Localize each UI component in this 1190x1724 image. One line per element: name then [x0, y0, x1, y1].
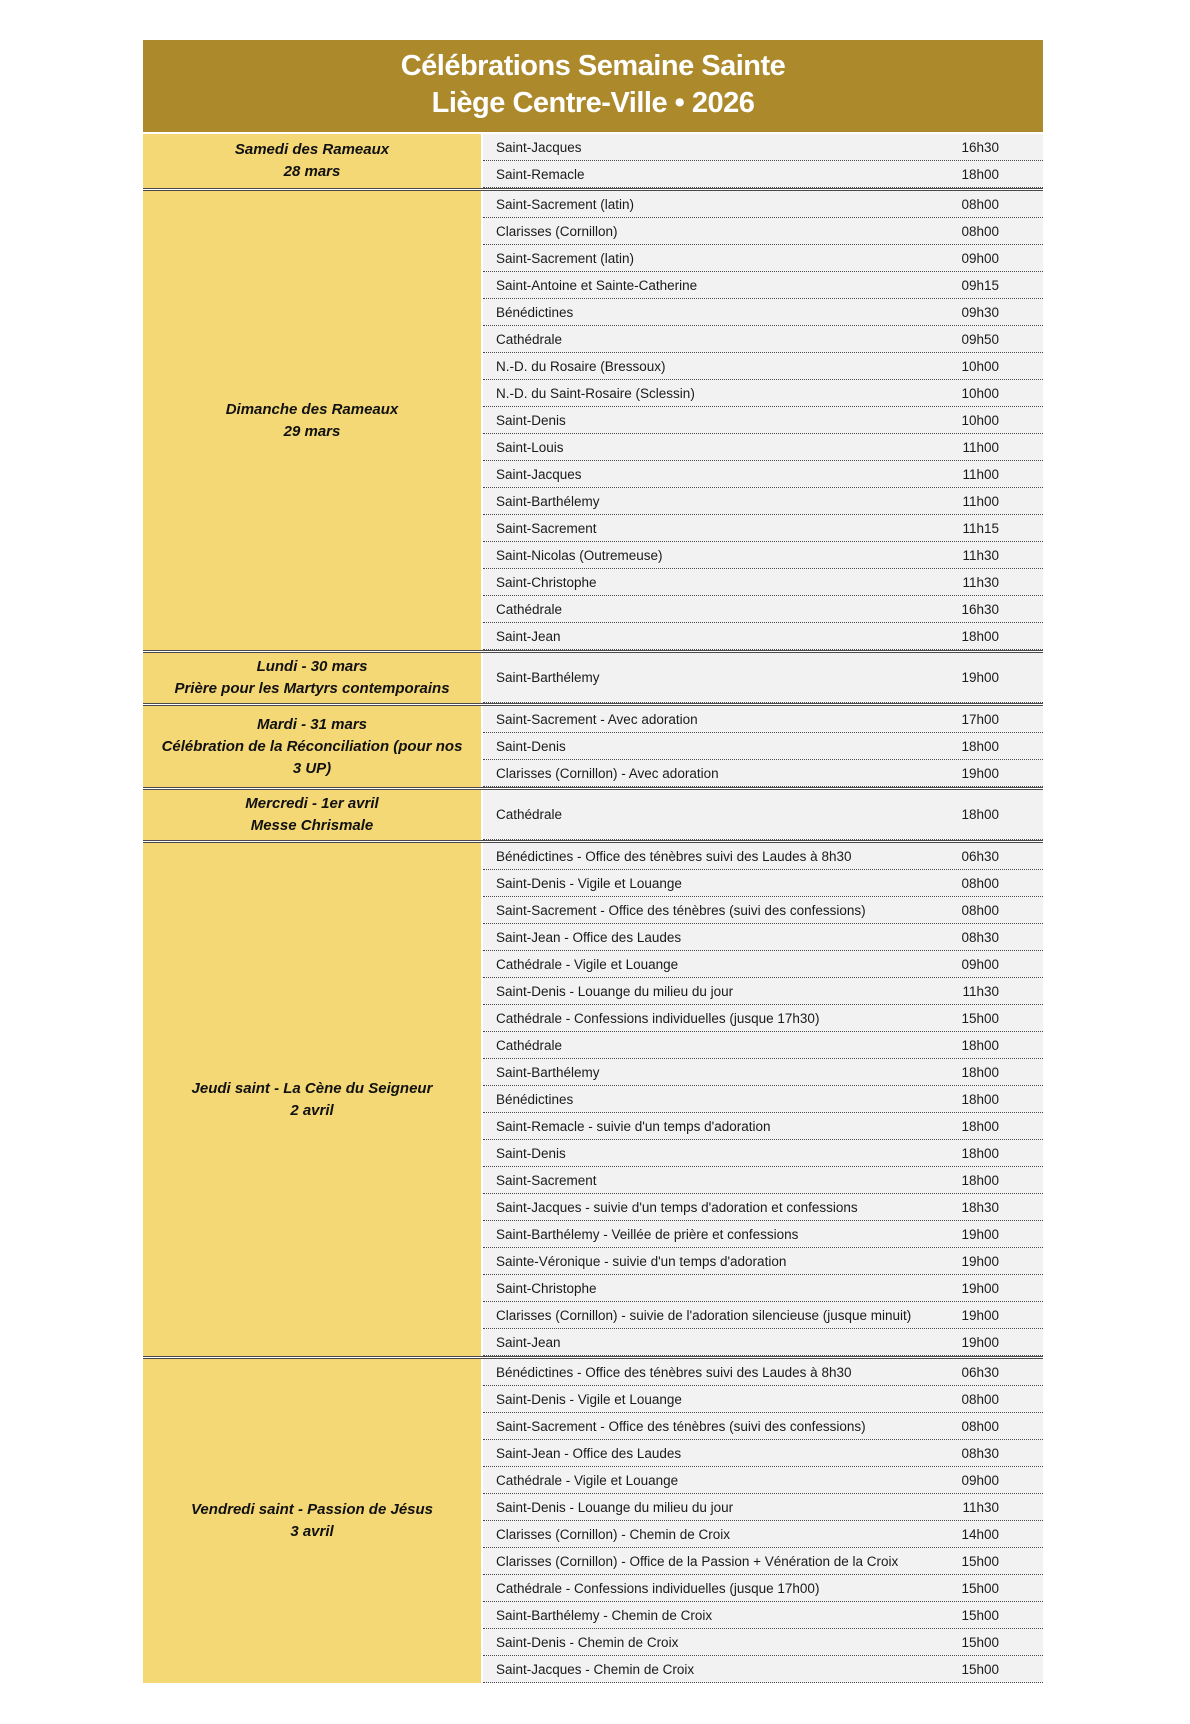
day-title: Mardi - 31 mars	[256, 715, 368, 733]
event-row	[483, 515, 1043, 542]
event-place: Saint-Jacques - Chemin de Croix	[496, 1661, 695, 1677]
event-row	[483, 1167, 1043, 1194]
event-time: 15h00	[961, 1010, 999, 1026]
event-place: Saint-Denis - Louange du milieu du jour	[496, 1499, 734, 1515]
event-time: 11h00	[962, 466, 999, 482]
event-time: 11h15	[962, 520, 999, 536]
event-time: 18h00	[961, 1118, 999, 1134]
event-row	[483, 542, 1043, 569]
event-place: Saint-Denis	[496, 738, 566, 754]
event-time: 11h00	[962, 493, 999, 509]
event-row	[483, 1548, 1043, 1575]
event-place: Saint-Sacrement - Office des ténèbres (suivi des confessions)	[496, 1418, 866, 1434]
day-subtitle: 2 avril	[290, 1101, 334, 1119]
event-place: Saint-Barthélemy - Veillée de prière et confessions	[496, 1226, 799, 1242]
event-row	[483, 790, 1043, 840]
event-row	[483, 596, 1043, 623]
section-rows	[483, 191, 1043, 650]
event-place: Cathédrale - Confessions individuelles (jusque 17h00)	[496, 1580, 820, 1596]
day-subtitle: 28 mars	[283, 163, 341, 180]
event-row	[483, 1413, 1043, 1440]
day-header-cell	[143, 790, 483, 840]
event-row	[483, 161, 1043, 188]
day-header-cell	[143, 134, 483, 188]
day-subtitle: 29 mars	[283, 422, 341, 440]
schedule-section	[143, 134, 1043, 188]
event-time: 08h00	[961, 196, 999, 212]
event-place: Saint-Denis - Vigile et Louange	[496, 1391, 682, 1407]
event-time: 18h00	[961, 738, 999, 754]
event-row	[483, 434, 1043, 461]
event-place: Clarisses (Cornillon) - suivie de l'adoration silencieuse (jusque minuit)	[496, 1307, 912, 1323]
event-row	[483, 1140, 1043, 1167]
event-time: 08h00	[961, 902, 999, 918]
event-row	[483, 272, 1043, 299]
event-place: Clarisses (Cornillon) - Chemin de Croix	[496, 1526, 731, 1542]
event-place: Saint-Barthélemy - Chemin de Croix	[496, 1607, 713, 1623]
section-rows	[483, 653, 1043, 703]
event-row	[483, 353, 1043, 380]
event-place: Saint-Christophe	[496, 1280, 597, 1296]
event-time: 09h00	[961, 1472, 999, 1488]
day-header-cell	[143, 706, 483, 787]
event-time: 19h00	[961, 1307, 999, 1323]
event-place: Cathédrale - Vigile et Louange	[496, 956, 679, 972]
schedule-document	[143, 40, 1043, 1683]
event-row	[483, 1086, 1043, 1113]
event-row	[483, 326, 1043, 353]
event-place: Saint-Louis	[496, 439, 564, 455]
event-time: 18h30	[961, 1199, 999, 1215]
event-place: Saint-Barthélemy	[496, 493, 600, 509]
event-row	[483, 380, 1043, 407]
event-place: Bénédictines - Office des ténèbres suivi des Laudes à 8h30	[496, 848, 852, 864]
event-time: 11h30	[962, 1499, 999, 1515]
event-row	[483, 1467, 1043, 1494]
event-place: Bénédictines - Office des ténèbres suivi des Laudes à 8h30	[496, 1364, 852, 1380]
event-place: Saint-Denis - Louange du milieu du jour	[496, 983, 734, 999]
event-time: 08h00	[961, 223, 999, 239]
event-time: 15h00	[961, 1661, 999, 1677]
event-row	[483, 1275, 1043, 1302]
event-row	[483, 218, 1043, 245]
day-subtitle: Messe Chrismale	[250, 817, 374, 834]
event-time: 14h00	[961, 1526, 999, 1542]
event-row	[483, 1194, 1043, 1221]
event-time: 19h00	[961, 1334, 999, 1350]
event-time: 11h30	[962, 547, 999, 563]
section-rows	[483, 134, 1043, 188]
event-place: Cathédrale	[496, 1037, 563, 1053]
event-place: Saint-Sacrement (latin)	[496, 250, 635, 266]
day-title: Jeudi saint - La Cène du Seigneur	[191, 1079, 433, 1097]
event-place: Bénédictines	[496, 304, 574, 320]
event-time: 10h00	[961, 358, 999, 374]
schedule-section	[143, 188, 1043, 650]
section-rows	[483, 790, 1043, 840]
event-place: Saint-Jean - Office des Laudes	[496, 1445, 682, 1461]
event-row	[483, 924, 1043, 951]
event-time: 06h30	[961, 848, 999, 864]
event-row	[483, 134, 1043, 161]
event-time: 11h30	[962, 574, 999, 590]
event-row	[483, 1629, 1043, 1656]
event-time: 15h00	[961, 1634, 999, 1650]
schedule-section	[143, 787, 1043, 840]
page	[0, 40, 1190, 1724]
event-row	[483, 1032, 1043, 1059]
event-row	[483, 1113, 1043, 1140]
event-time: 19h00	[961, 1226, 999, 1242]
event-row	[483, 623, 1043, 650]
event-place: Saint-Sacrement - Office des ténèbres (suivi des confessions)	[496, 902, 866, 918]
section-rows	[483, 706, 1043, 787]
event-time: 18h00	[961, 166, 999, 182]
event-row	[483, 245, 1043, 272]
section-rows	[483, 843, 1043, 1356]
day-title: Mercredi - 1er avril	[245, 795, 379, 812]
event-place: Saint-Nicolas (Outremeuse)	[496, 547, 663, 563]
day-title: Lundi - 30 mars	[256, 658, 368, 675]
event-time: 08h30	[961, 1445, 999, 1461]
event-row	[483, 1494, 1043, 1521]
event-row	[483, 461, 1043, 488]
event-row	[483, 843, 1043, 870]
event-row	[483, 1248, 1043, 1275]
document-header	[143, 40, 1043, 132]
day-header-cell	[143, 653, 483, 703]
event-row	[483, 299, 1043, 326]
event-place: Saint-Sacrement	[496, 1172, 597, 1188]
event-time: 15h00	[961, 1607, 999, 1623]
event-row	[483, 1521, 1043, 1548]
event-row	[483, 1386, 1043, 1413]
day-subtitle: Célébration de la Réconciliation (pour nos 3 UP)	[161, 737, 463, 777]
event-place: Saint-Denis - Chemin de Croix	[496, 1634, 679, 1650]
event-place: Cathédrale	[496, 807, 563, 822]
event-time: 19h00	[961, 1253, 999, 1269]
event-time: 06h30	[961, 1364, 999, 1380]
event-place: Clarisses (Cornillon)	[496, 223, 618, 239]
event-time: 08h00	[961, 1418, 999, 1434]
event-time: 18h00	[961, 807, 999, 822]
event-row	[483, 191, 1043, 218]
event-place: Cathédrale	[496, 601, 563, 617]
event-row	[483, 653, 1043, 703]
schedule-section	[143, 650, 1043, 703]
event-place: Saint-Remacle	[496, 166, 585, 182]
event-row	[483, 1575, 1043, 1602]
event-place: Saint-Sacrement (latin)	[496, 196, 635, 212]
day-header-cell	[143, 1359, 483, 1683]
event-place: Saint-Denis - Vigile et Louange	[496, 875, 682, 891]
event-time: 17h00	[961, 711, 999, 727]
event-time: 11h30	[962, 983, 999, 999]
event-row	[483, 569, 1043, 596]
event-row	[483, 1221, 1043, 1248]
day-title: Dimanche des Rameaux	[225, 400, 399, 418]
event-time: 09h30	[961, 304, 999, 320]
event-time: 18h00	[961, 1064, 999, 1080]
schedule-table	[143, 134, 1043, 1683]
event-place: Saint-Jean - Office des Laudes	[496, 929, 682, 945]
event-place: Saint-Christophe	[496, 574, 597, 590]
event-place: Saint-Barthélemy	[496, 670, 600, 685]
day-header-cell	[143, 843, 483, 1356]
event-time: 11h00	[962, 439, 999, 455]
day-header-cell	[143, 191, 483, 650]
event-time: 08h00	[961, 875, 999, 891]
event-time: 18h00	[961, 1091, 999, 1107]
event-time: 08h30	[961, 929, 999, 945]
event-time: 18h00	[961, 1145, 999, 1161]
event-place: Clarisses (Cornillon) - Avec adoration	[496, 765, 719, 781]
event-row	[483, 1359, 1043, 1386]
event-place: Cathédrale - Vigile et Louange	[496, 1472, 679, 1488]
event-place: Saint-Jean	[496, 628, 561, 644]
event-row	[483, 1329, 1043, 1356]
event-place: Saint-Sacrement - Avec adoration	[496, 711, 698, 727]
event-place: Saint-Jacques	[496, 466, 582, 482]
event-place: Saint-Sacrement	[496, 520, 597, 536]
event-time: 15h00	[961, 1553, 999, 1569]
event-place: N.-D. du Rosaire (Bressoux)	[496, 358, 666, 374]
schedule-section	[143, 703, 1043, 787]
event-time: 16h30	[961, 601, 999, 617]
event-time: 10h00	[961, 385, 999, 401]
event-row	[483, 407, 1043, 434]
event-row	[483, 760, 1043, 787]
event-place: Saint-Denis	[496, 412, 566, 428]
event-place: Sainte-Véronique - suivie d'un temps d'adoration	[496, 1253, 787, 1269]
event-place: Saint-Barthélemy	[496, 1064, 600, 1080]
event-time: 18h00	[961, 628, 999, 644]
day-title: Samedi des Rameaux	[234, 141, 390, 158]
event-row	[483, 1656, 1043, 1683]
event-row	[483, 488, 1043, 515]
event-time: 10h00	[961, 412, 999, 428]
event-row	[483, 733, 1043, 760]
event-time: 19h00	[961, 765, 999, 781]
event-row	[483, 1440, 1043, 1467]
event-time: 19h00	[961, 1280, 999, 1296]
event-time: 18h00	[961, 1037, 999, 1053]
event-row	[483, 978, 1043, 1005]
event-place: Cathédrale - Confessions individuelles (jusque 17h30)	[496, 1010, 820, 1026]
section-rows	[483, 1359, 1043, 1683]
event-time: 08h00	[961, 1391, 999, 1407]
event-time: 16h30	[961, 139, 999, 155]
event-place: Saint-Remacle - suivie d'un temps d'adoration	[496, 1118, 771, 1134]
day-subtitle: 3 avril	[290, 1523, 334, 1540]
event-time: 09h00	[961, 250, 999, 266]
day-title: Vendredi saint - Passion de Jésus	[190, 1501, 434, 1518]
event-place: N.-D. du Saint-Rosaire (Sclessin)	[496, 385, 695, 401]
document-title-line2: Liège Centre-Ville • 2026	[431, 87, 755, 119]
event-row	[483, 1302, 1043, 1329]
event-row	[483, 1005, 1043, 1032]
event-row	[483, 1059, 1043, 1086]
event-row	[483, 870, 1043, 897]
event-row	[483, 897, 1043, 924]
event-place: Saint-Denis	[496, 1145, 566, 1161]
schedule-section	[143, 840, 1043, 1356]
event-time: 19h00	[961, 670, 999, 685]
event-time: 09h50	[961, 331, 999, 347]
event-time: 15h00	[961, 1580, 999, 1596]
event-place: Bénédictines	[496, 1091, 574, 1107]
event-time: 09h15	[961, 277, 999, 293]
document-title-line1: Célébrations Semaine Sainte	[400, 50, 786, 82]
event-place: Cathédrale	[496, 331, 563, 347]
event-place: Saint-Antoine et Sainte-Catherine	[496, 277, 698, 293]
event-time: 18h00	[961, 1172, 999, 1188]
event-row	[483, 1602, 1043, 1629]
event-place: Saint-Jean	[496, 1334, 561, 1350]
day-subtitle: Prière pour les Martyrs contemporains	[174, 680, 450, 697]
event-time: 09h00	[961, 956, 999, 972]
event-place: Saint-Jacques - suivie d'un temps d'adoration et confessions	[496, 1199, 858, 1215]
event-place: Saint-Jacques	[496, 139, 582, 155]
event-place: Clarisses (Cornillon) - Office de la Passion + Vénération de la Croix	[496, 1553, 899, 1569]
schedule-section	[143, 1356, 1043, 1683]
event-row	[483, 951, 1043, 978]
event-row	[483, 706, 1043, 733]
